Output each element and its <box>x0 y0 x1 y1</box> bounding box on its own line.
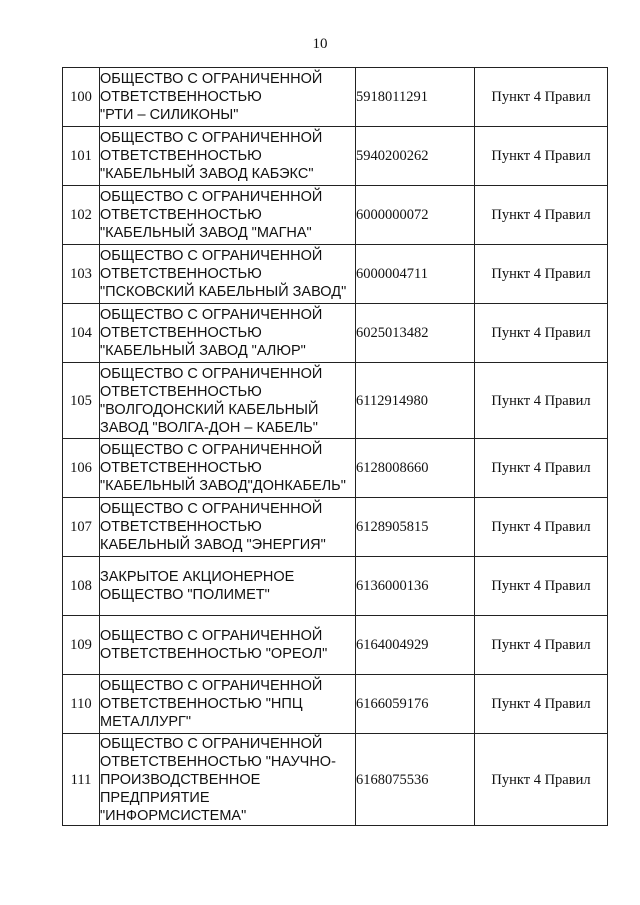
table-row <box>63 127 608 186</box>
row-number: 108 <box>63 557 100 616</box>
basis-text: Пункт 4 Правил <box>475 734 608 826</box>
organization-name: ОБЩЕСТВО С ОГРАНИЧЕННОЙ ОТВЕТСТВЕННОСТЬЮ "КАБЕЛЬНЫЙ ЗАВОД "МАГНА" <box>100 186 356 245</box>
row-number: 100 <box>63 68 100 127</box>
inn-value: 6000004711 <box>356 245 475 304</box>
inn-value: 5918011291 <box>356 68 475 127</box>
organization-name: ОБЩЕСТВО С ОГРАНИЧЕННОЙ ОТВЕТСТВЕННОСТЬЮ "ВОЛГОДОНСКИЙ КАБЕЛЬНЫЙ ЗАВОД "ВОЛГА-ДОН – КАБЕЛЬ" <box>100 363 356 439</box>
row-number: 103 <box>63 245 100 304</box>
row-number: 102 <box>63 186 100 245</box>
basis-text: Пункт 4 Правил <box>475 186 608 245</box>
basis-text: Пункт 4 Правил <box>475 245 608 304</box>
row-number: 104 <box>63 304 100 363</box>
inn-value: 6128008660 <box>356 439 475 498</box>
inn-value: 6112914980 <box>356 363 475 439</box>
table-row <box>63 68 608 127</box>
basis-text: Пункт 4 Правил <box>475 68 608 127</box>
table-row <box>63 734 608 826</box>
table-row <box>63 363 608 439</box>
registry-table <box>62 67 608 826</box>
basis-text: Пункт 4 Правил <box>475 498 608 557</box>
page-number: 10 <box>312 36 328 52</box>
row-number: 107 <box>63 498 100 557</box>
row-number: 101 <box>63 127 100 186</box>
basis-text: Пункт 4 Правил <box>475 557 608 616</box>
basis-text: Пункт 4 Правил <box>475 439 608 498</box>
table-row <box>63 245 608 304</box>
organization-name: ОБЩЕСТВО С ОГРАНИЧЕННОЙ ОТВЕТСТВЕННОСТЬЮ "КАБЕЛЬНЫЙ ЗАВОД"ДОНКАБЕЛЬ" <box>100 439 356 498</box>
inn-value: 6168075536 <box>356 734 475 826</box>
basis-text: Пункт 4 Правил <box>475 363 608 439</box>
organization-name: ОБЩЕСТВО С ОГРАНИЧЕННОЙ ОТВЕТСТВЕННОСТЬЮ "РТИ – СИЛИКОНЫ" <box>100 68 356 127</box>
row-number: 111 <box>63 734 100 826</box>
row-number: 105 <box>63 363 100 439</box>
table-row <box>63 304 608 363</box>
basis-text: Пункт 4 Правил <box>475 127 608 186</box>
organization-name: ОБЩЕСТВО С ОГРАНИЧЕННОЙ ОТВЕТСТВЕННОСТЬЮ "КАБЕЛЬНЫЙ ЗАВОД "АЛЮР" <box>100 304 356 363</box>
basis-text: Пункт 4 Правил <box>475 616 608 675</box>
table-row <box>63 557 608 616</box>
organization-name: ОБЩЕСТВО С ОГРАНИЧЕННОЙ ОТВЕТСТВЕННОСТЬЮ "ОРЕОЛ" <box>100 616 356 675</box>
organization-name: ОБЩЕСТВО С ОГРАНИЧЕННОЙ ОТВЕТСТВЕННОСТЬЮ "НАУЧНО- ПРОИЗВОДСТВЕННОЕ ПРЕДПРИЯТИЕ "ИНФОРМСИСТЕМА" <box>100 734 356 826</box>
organization-name: ОБЩЕСТВО С ОГРАНИЧЕННОЙ ОТВЕТСТВЕННОСТЬЮ "КАБЕЛЬНЫЙ ЗАВОД КАБЭКС" <box>100 127 356 186</box>
inn-value: 6166059176 <box>356 675 475 734</box>
row-number: 109 <box>63 616 100 675</box>
inn-value: 6128905815 <box>356 498 475 557</box>
organization-name: ОБЩЕСТВО С ОГРАНИЧЕННОЙ ОТВЕТСТВЕННОСТЬЮ "ПСКОВСКИЙ КАБЕЛЬНЫЙ ЗАВОД" <box>100 245 356 304</box>
table-row <box>63 498 608 557</box>
organization-name: ЗАКРЫТОЕ АКЦИОНЕРНОЕ ОБЩЕСТВО "ПОЛИМЕТ" <box>100 557 356 616</box>
table-row <box>63 616 608 675</box>
inn-value: 6025013482 <box>356 304 475 363</box>
organization-name: ОБЩЕСТВО С ОГРАНИЧЕННОЙ ОТВЕТСТВЕННОСТЬЮ "НПЦ МЕТАЛЛУРГ" <box>100 675 356 734</box>
inn-value: 5940200262 <box>356 127 475 186</box>
organization-name: ОБЩЕСТВО С ОГРАНИЧЕННОЙ ОТВЕТСТВЕННОСТЬЮ КАБЕЛЬНЫЙ ЗАВОД "ЭНЕРГИЯ" <box>100 498 356 557</box>
table-row <box>63 675 608 734</box>
inn-value: 6000000072 <box>356 186 475 245</box>
basis-text: Пункт 4 Правил <box>475 304 608 363</box>
inn-value: 6136000136 <box>356 557 475 616</box>
row-number: 106 <box>63 439 100 498</box>
basis-text: Пункт 4 Правил <box>475 675 608 734</box>
row-number: 110 <box>63 675 100 734</box>
table-row <box>63 186 608 245</box>
table-row <box>63 439 608 498</box>
inn-value: 6164004929 <box>356 616 475 675</box>
